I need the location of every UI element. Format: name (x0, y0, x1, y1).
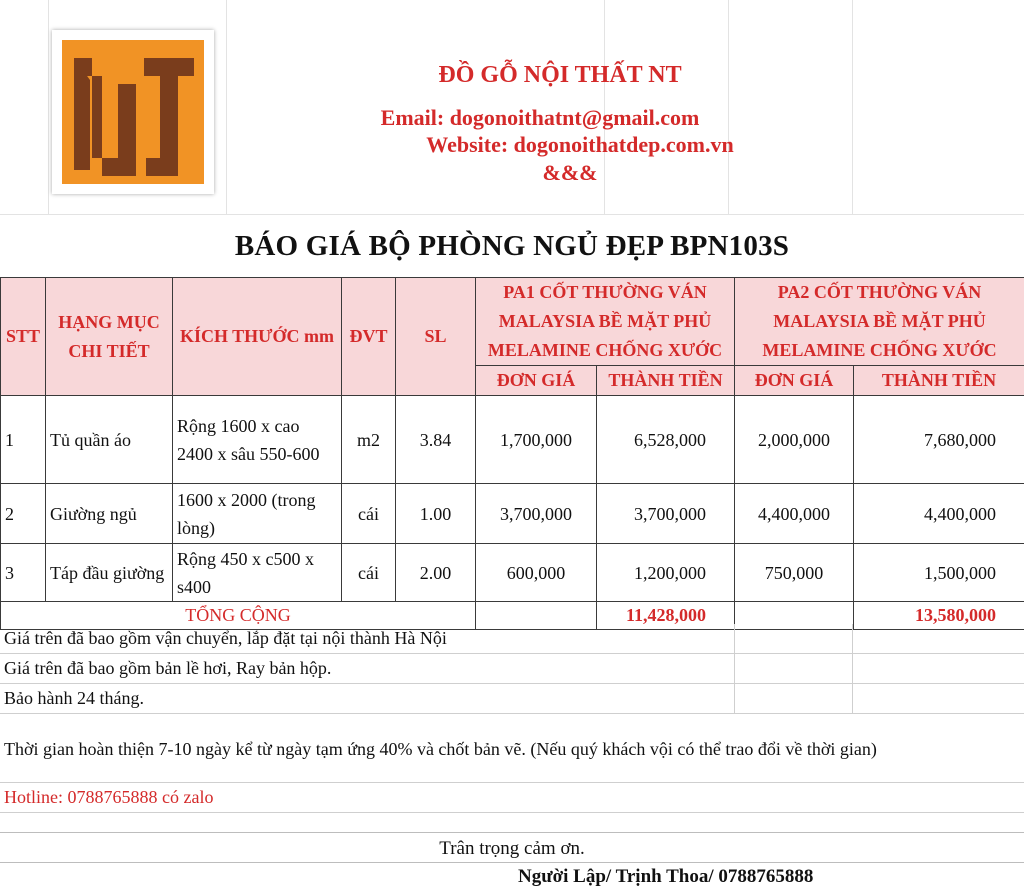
cell-item: Tủ quần áo (46, 396, 173, 484)
cell-stt: 3 (1, 544, 46, 602)
cell-pa2-amount: 1,500,000 (854, 544, 1024, 602)
empty-cell (852, 684, 1024, 714)
signer: Người Lập/ Trịnh Thoa/ 0788765888 (518, 866, 814, 887)
note-line: Bảo hành 24 tháng. (0, 684, 734, 714)
hotline: Hotline: 0788765888 có zalo (0, 783, 1024, 813)
divider (0, 832, 1024, 833)
pa1-total: 11,428,000 (597, 602, 735, 630)
cell-pa1-price: 1,700,000 (476, 396, 597, 484)
company-name: ĐỒ GỖ NỘI THẤT NT (438, 62, 682, 88)
gridline (0, 214, 1024, 215)
gridline (48, 0, 49, 214)
header-qty: SL (396, 278, 476, 396)
page-title: BÁO GIÁ BỘ PHÒNG NGỦ ĐẸP BPN103S (234, 230, 790, 262)
logo-background (62, 40, 204, 184)
empty-cell (852, 654, 1024, 684)
header-size: KÍCH THƯỚC mm (173, 278, 342, 396)
cell-qty: 2.00 (396, 544, 476, 602)
company-website: Website: dogonoithatdep.com.vn (426, 132, 734, 157)
company-logo (52, 30, 214, 194)
header-pa1-unit-price: ĐƠN GIÁ (476, 366, 597, 396)
thanks-text: Trân trọng cảm ơn. (439, 838, 585, 859)
empty-cell (734, 624, 852, 654)
logo-nt-mark (62, 40, 204, 184)
cell-pa2-price: 750,000 (735, 544, 854, 602)
empty-cell (852, 624, 1024, 654)
empty-cell (734, 684, 852, 714)
cell-item: Táp đầu giường (46, 544, 173, 602)
cell-pa2-amount: 4,400,000 (854, 484, 1024, 544)
cell-unit: cái (342, 484, 396, 544)
cell-pa2-price: 2,000,000 (735, 396, 854, 484)
table-row (1, 396, 1024, 484)
cell-unit: cái (342, 544, 396, 602)
notes-table (0, 624, 1024, 813)
cell-item: Giường ngủ (46, 484, 173, 544)
cell-qty: 1.00 (396, 484, 476, 544)
cell-pa1-amount: 1,200,000 (597, 544, 735, 602)
table-row (1, 544, 1024, 602)
cell-size: Rộng 1600 x cao 2400 x sâu 550-600 (173, 396, 342, 484)
company-email: Email: dogonoithatnt@gmail.com (380, 105, 700, 130)
header-pa2: PA2 CỐT THƯỜNG VÁN MALAYSIA BỀ MẶT PHỦ MELAMINE CHỐNG XƯỚC (735, 278, 1024, 366)
header-stt: STT (1, 278, 46, 396)
cell-pa2-amount: 7,680,000 (854, 396, 1024, 484)
cell-size: 1600 x 2000 (trong lòng) (173, 484, 342, 544)
cell-pa1-price: 3,700,000 (476, 484, 597, 544)
header-pa2-unit-price: ĐƠN GIÁ (735, 366, 854, 396)
note-line: Giá trên đã bao gồm bản lề hơi, Ray bản hộp. (0, 654, 734, 684)
cell-pa1-amount: 6,528,000 (597, 396, 735, 484)
total-label: TỔNG CỘNG (1, 602, 476, 630)
table-row (1, 484, 1024, 544)
header-item: HẠNG MỤC CHI TIẾT (46, 278, 173, 396)
company-symbols: &&& (542, 160, 598, 185)
note-line: Giá trên đã bao gồm vận chuyển, lắp đặt tại nội thành Hà Nội (0, 624, 734, 654)
cell-size: Rộng 450 x c500 x s400 (173, 544, 342, 602)
cell-pa1-amount: 3,700,000 (597, 484, 735, 544)
header-pa2-amount: THÀNH TIỀN (854, 366, 1024, 396)
empty-cell (734, 654, 852, 684)
note-line: Thời gian hoàn thiện 7-10 ngày kể từ ngày tạm ứng 40% và chốt bản vẽ. (Nếu quý khách vội có thể trao đổi về thời gian) (0, 714, 1024, 783)
header-pa1: PA1 CỐT THƯỜNG VÁN MALAYSIA BỀ MẶT PHỦ MELAMINE CHỐNG XƯỚC (476, 278, 735, 366)
cell-stt: 1 (1, 396, 46, 484)
cell-qty: 3.84 (396, 396, 476, 484)
cell-unit: m2 (342, 396, 396, 484)
cell-pa2-price: 4,400,000 (735, 484, 854, 544)
cell-stt: 2 (1, 484, 46, 544)
cell-pa1-price: 600,000 (476, 544, 597, 602)
pa2-total: 13,580,000 (854, 602, 1024, 630)
quotation-table (0, 277, 1024, 630)
header-unit: ĐVT (342, 278, 396, 396)
header-pa1-amount: THÀNH TIỀN (597, 366, 735, 396)
divider (0, 862, 1024, 863)
